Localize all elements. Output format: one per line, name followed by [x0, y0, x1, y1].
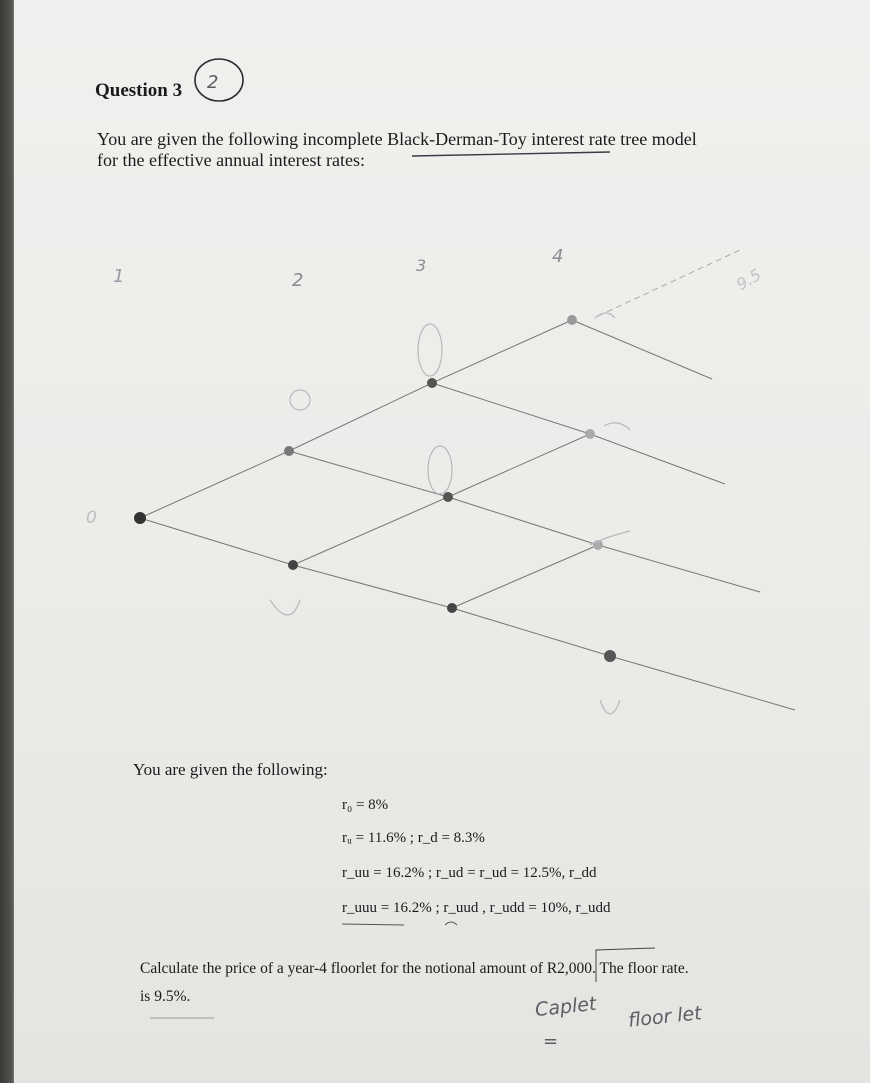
period-label-1: 1	[113, 266, 125, 287]
tree-node-root	[134, 512, 146, 524]
tree-node	[604, 650, 616, 662]
underline-mark	[342, 924, 404, 925]
rate-line-4: r_uuu = 16.2% ; r_uud , r_udd = 10%, r_udd	[342, 900, 611, 916]
handwritten-floorlet: floor let	[627, 1002, 703, 1032]
underline-mark	[445, 922, 457, 925]
margin-note: 2	[207, 72, 219, 93]
question-title: Question 3	[95, 80, 183, 101]
rate-line-3: r_uu = 16.2% ; r_ud = r_ud = 12.5%, r_dd	[342, 865, 597, 881]
intro-line-1: You are given the following incomplete Black-Derman-Toy interest rate tree model	[97, 129, 697, 149]
tree-node	[585, 429, 595, 439]
task-line-1: Calculate the price of a year-4 floorlet for the notional amount of R2,000. The floor rate.	[140, 960, 689, 977]
tree-node	[284, 446, 294, 456]
intro-line-2: for the effective annual interest rates:	[97, 150, 366, 170]
period-label-2: 2	[292, 270, 304, 291]
underline-mark	[412, 152, 610, 156]
tree-lines	[140, 250, 795, 710]
handwritten-equals: =	[543, 1031, 559, 1052]
rate-line-2: rᵤ = 11.6% ; r_d = 8.3%	[342, 830, 485, 846]
rate-line-1: r₀ = 8%	[342, 797, 389, 813]
tree-node	[443, 492, 453, 502]
pencil-scribbles	[270, 313, 630, 714]
tree-node	[567, 315, 577, 325]
tree-node	[288, 560, 298, 570]
task-line-2: is 9.5%.	[140, 988, 191, 1005]
period-label-3: 3	[416, 256, 427, 275]
given-heading: You are given the following:	[133, 760, 328, 779]
tree-node	[427, 378, 437, 388]
handwritten-caplet: Caplet	[534, 992, 598, 1022]
period-label-4: 4	[552, 246, 564, 267]
root-label: 0	[86, 508, 97, 528]
tree-node	[447, 603, 457, 613]
circle-mark	[195, 59, 243, 101]
pencil-mark: 9.5	[732, 264, 765, 295]
